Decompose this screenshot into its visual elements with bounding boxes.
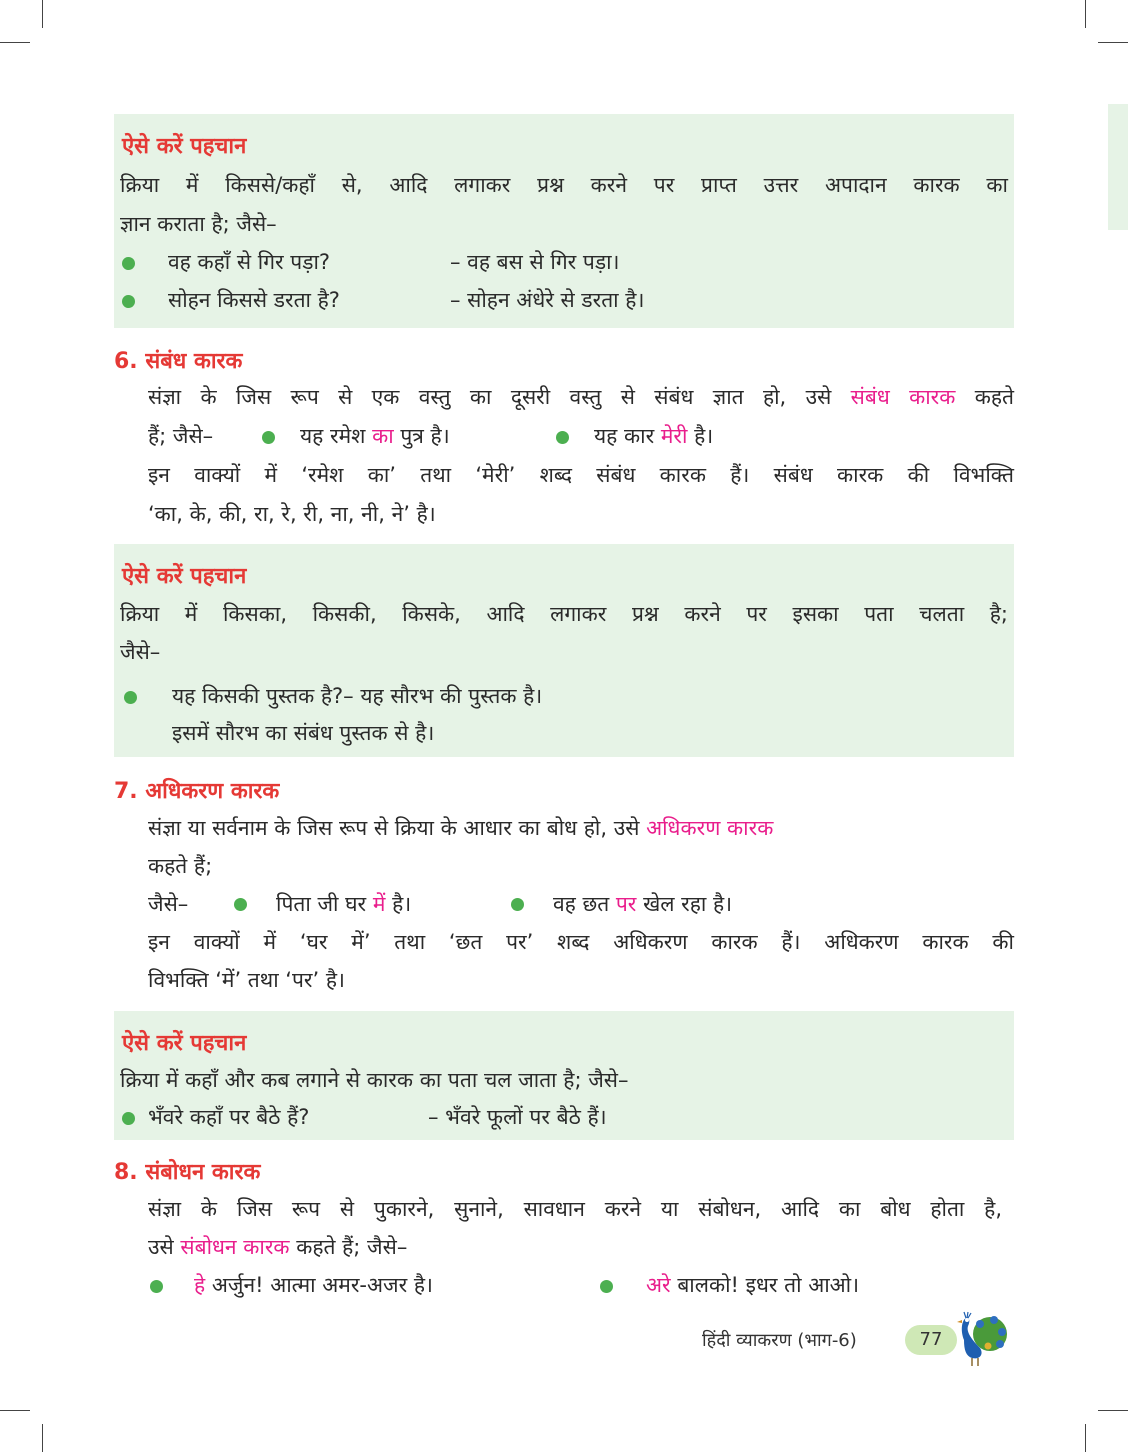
example-sentence: अरे बालको! इधर तो आओ। xyxy=(646,1273,860,1297)
example-sentence: पिता जी घर में है। xyxy=(276,892,412,916)
example-answer: – वह बस से गिर पड़ा। xyxy=(450,250,620,274)
bullet-icon xyxy=(234,898,247,911)
crop-mark xyxy=(1098,42,1128,43)
box-text-line: जैसे– xyxy=(120,640,161,664)
bullet-icon xyxy=(122,257,135,270)
section-text-line: कहते हैं; xyxy=(148,854,213,878)
section-heading: 6. संबंध कारक xyxy=(114,349,243,374)
bullet-icon xyxy=(150,1280,163,1293)
box-title: ऐसे करें पहचान xyxy=(122,564,247,589)
crop-mark xyxy=(0,1410,30,1411)
identification-box-2 xyxy=(114,544,1014,757)
box-text-line: क्रिया में किसका, किसकी, किसके, आदि लगाकर प्रश्न करने पर इसका पता चलता है; xyxy=(120,602,1008,626)
page-number: 77 xyxy=(905,1325,957,1355)
section-text-line: विभक्ति ‘में’ तथा ‘पर’ है। xyxy=(148,968,345,992)
section-text-line: जैसे– xyxy=(148,892,189,916)
example-sentence: वह छत पर खेल रहा है। xyxy=(553,892,733,916)
highlight-term: अधिकरण कारक xyxy=(646,816,774,840)
box-text-line: क्रिया में कहाँ और कब लगाने से कारक का पता चल जाता है; जैसे– xyxy=(120,1068,629,1092)
box-text-line: ज्ञान कराता है; जैसे– xyxy=(120,212,277,236)
example-sentence: यह किसकी पुस्तक है?– यह सौरभ की पुस्तक है। xyxy=(172,684,543,708)
example-sentence: हे अर्जुन! आत्मा अमर-अजर है। xyxy=(194,1273,434,1297)
example-question: वह कहाँ से गिर पड़ा? xyxy=(168,250,331,274)
bullet-icon xyxy=(556,431,569,444)
crop-mark xyxy=(1098,1410,1128,1411)
adjacent-page-strip xyxy=(1108,104,1128,230)
bullet-icon xyxy=(122,1112,135,1125)
bullet-icon xyxy=(262,431,275,444)
example-explanation: इसमें सौरभ का संबंध पुस्तक से है। xyxy=(172,721,435,745)
bullet-icon xyxy=(511,898,524,911)
highlight-term: हे xyxy=(194,1273,206,1297)
section-text-line: इन वाक्यों में ‘घर में’ तथा ‘छत पर’ शब्द अधिकरण कारक हैं। अधिकरण कारक की xyxy=(148,930,1014,954)
identification-box-3 xyxy=(114,1011,1014,1140)
highlight-term: पर xyxy=(615,892,637,916)
section-text-line: संज्ञा या सर्वनाम के जिस रूप से क्रिया के आधार का बोध हो, उसे अधिकरण कारक xyxy=(148,816,774,840)
crop-mark xyxy=(42,0,43,28)
crop-mark xyxy=(0,42,30,43)
highlight-term: संबंध कारक xyxy=(850,385,956,409)
box-title: ऐसे करें पहचान xyxy=(122,1031,247,1056)
bullet-icon xyxy=(122,295,135,308)
crop-mark xyxy=(1085,0,1086,28)
highlight-term: संबोधन कारक xyxy=(180,1235,290,1259)
highlight-term: अरे xyxy=(646,1273,671,1297)
book-title: हिंदी व्याकरण (भाग-6) xyxy=(702,1330,857,1351)
identification-box-1 xyxy=(114,114,1014,328)
section-heading: 8. संबोधन कारक xyxy=(114,1160,261,1185)
highlight-term: मेरी xyxy=(660,424,688,448)
example-question: सोहन किससे डरता है? xyxy=(168,288,340,312)
bullet-icon xyxy=(600,1280,613,1293)
crop-mark xyxy=(1085,1424,1086,1452)
box-text-line: क्रिया में किससे/कहाँ से, आदि लगाकर प्रश्न करने पर प्राप्त उत्तर अपादान कारक का xyxy=(120,173,1008,197)
peacock-icon xyxy=(950,1310,1012,1368)
highlight-term: का xyxy=(372,424,394,448)
example-sentence: यह कार मेरी है। xyxy=(594,424,714,448)
box-title: ऐसे करें पहचान xyxy=(122,134,247,159)
section-heading: 7. अधिकरण कारक xyxy=(114,779,280,804)
section-text-line: हैं; जैसे– xyxy=(148,424,214,448)
section-text-line: संज्ञा के जिस रूप से पुकारने, सुनाने, सावधान करने या संबोधन, आदि का बोध होता है, xyxy=(148,1197,1002,1221)
example-answer: – भँवरे फूलों पर बैठे हैं। xyxy=(428,1105,607,1129)
crop-mark xyxy=(42,1424,43,1452)
highlight-term: में xyxy=(372,892,386,916)
section-text-line: संज्ञा के जिस रूप से एक वस्तु का दूसरी वस्तु से संबंध ज्ञात हो, उसे संबंध कारक कहते xyxy=(148,385,1014,409)
section-text-line: ‘का, के, की, रा, रे, री, ना, नी, ने’ है। xyxy=(148,502,436,526)
example-sentence: यह रमेश का पुत्र है। xyxy=(300,424,450,448)
section-text-line: उसे संबोधन कारक कहते हैं; जैसे– xyxy=(148,1235,408,1259)
example-answer: – सोहन अंधेरे से डरता है। xyxy=(450,288,645,312)
example-question: भँवरे कहाँ पर बैठे हैं? xyxy=(148,1105,310,1129)
bullet-icon xyxy=(124,691,137,704)
section-text-line: इन वाक्यों में ‘रमेश का’ तथा ‘मेरी’ शब्द संबंध कारक हैं। संबंध कारक की विभक्ति xyxy=(148,463,1014,487)
